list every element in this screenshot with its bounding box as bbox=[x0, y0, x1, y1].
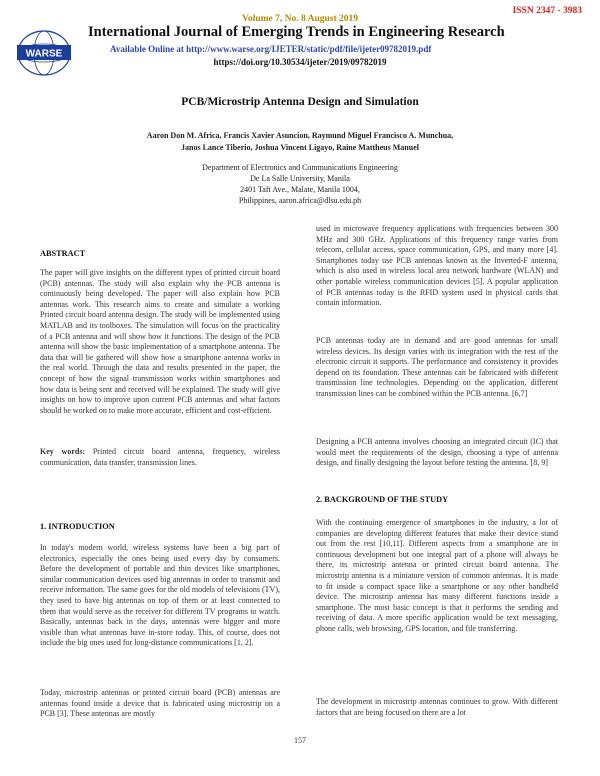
authors-line-2: Janos Lance Tiberio, Joshua Vincent Ligayo, Raine Mattheus Manuel bbox=[181, 143, 419, 152]
abstract-text: The paper will give insights on the different types of printed circuit board (PCB) antennas. The study will also explain why the PCB antenna is continuously being developed. The paper will also explain how PCB antennas work. This research aims to create and simulate a working Printed circuit board antenna design. The study will be implemented using MATLAB and its toolboxes. The simulation will focus on the practicality of a PCB antenna and will show how it functions. The design of the PCB antenna will show the basic implementation of a smartphone antenna. The data that will be gathered will show how a smartphone antenna works in the real world. Through the data and results presented in the paper, the concept of how the signal transmission works within smartphones and how data is being sent and received will be explained. The study will give insights on how to improve upon current PCB antennas and what factors should be worked on to make more accurate, efficient and cost-efficient. bbox=[40, 268, 280, 415]
authors-line-1: Aaron Don M. Africa, Francis Xavier Asuncion, Raymund Miguel Francisco A. Munchua, bbox=[146, 131, 454, 140]
right-paragraph-5: The development in microstrip antennas continues to grow. With different factors that are being focused on there are a lot bbox=[316, 697, 558, 717]
introduction-paragraph-2: Today, microstrip antennas or printed circuit board (PCB) antennas are antennas found inside a device that is fabricated using microstrip on a PCB [3]. These antennas are mostly bbox=[40, 688, 280, 719]
authors-block bbox=[80, 130, 520, 154]
paper-title: PCB/Microstrip Antenna Design and Simulation bbox=[181, 96, 419, 108]
right-paragraph-4: With the continuing emergence of smartphones in the industry, a lot of companies are developing different features that make their device stand out from the rest [10,11]. Different aspects from a smartphone are in continuous development but one integral part of a phone will always be there, its microstrip antenna or printed circuit board antenna. The microstrip antenna is a miniature version of common antennas. It is made to fit inside a compact space like a smartphone or any other handheld device. The microstrip antenna has many different functions inside a smartphone. The most basic concept is that it performs the sending and receiving of data. A more specific application would be text messaging, phone calls, web browsing, GPS location, and file transferring. bbox=[316, 518, 558, 633]
keywords bbox=[40, 447, 280, 468]
keywords-text: Printed circuit board antenna, frequency, wireless communication, data transfer, transmission lines. bbox=[40, 447, 280, 467]
affiliation-line-2: De La Salle University, Manila bbox=[250, 174, 350, 183]
affiliation-block bbox=[150, 162, 450, 206]
available-online-link[interactable]: Available Online at http://www.warse.org/IJETER/static/pdf/file/ijeter09782019.pdf bbox=[110, 44, 432, 54]
affiliation-line-1: Department of Electronics and Communications Engineering bbox=[202, 163, 398, 172]
keywords-label: Key words: bbox=[40, 447, 86, 456]
journal-title: International Journal of Emerging Trends in Engineering Research bbox=[88, 24, 505, 40]
abstract-heading: ABSTRACT bbox=[40, 249, 86, 258]
warse-logo bbox=[14, 26, 74, 80]
issn-label: ISSN 2347 - 3983 bbox=[512, 6, 582, 16]
right-paragraph-2: PCB antennas today are in demand and are good antennas for small wireless devices. Its design varies with its integration with the rest of the electronic circuit it supports. The performance and consistency it provides depend on its foundation. These antennas can be fabricated with different transmission line technologies. Depending on the application, different transmission lines can be combined within the PCB antenna. [6,7] bbox=[316, 336, 558, 398]
introduction-heading: 1. INTRODUCTION bbox=[40, 522, 115, 531]
right-paragraph-1: used in microwave frequency applications with frequencies between 300 MHz and 300 GHz. Applications of this frequency range varies from telecom, cellular access, space communication, GPS, and many more [4]. Smartphones today use PCB antennas known as the Inverted-F antenna, which is also used in wireless local area network hardware (WLAN) and other portable wireless communication devices [5]. A popular application of PCB antennas today is the RFID system used in physical cards that contain information. bbox=[316, 224, 558, 308]
doi-link[interactable]: https://doi.org/10.30534/ijeter/2019/09782019 bbox=[213, 57, 387, 67]
affiliation-line-4: Philippines, aaron.africa@dlsu.edu.ph bbox=[238, 196, 362, 205]
right-paragraph-3: Designing a PCB antenna involves choosing an integrated circuit (IC) that would meet the requirements of the design, choosing a type of antenna design, and finally designing the layout before testing the antenna. [8, 9] bbox=[316, 437, 558, 468]
background-heading: 2. BACKGROUND OF THE STUDY bbox=[316, 495, 449, 504]
volume-info: Volume 7, No. 8 August 2019 bbox=[241, 14, 359, 24]
introduction-paragraph-1: In today's modern world, wireless systems have been a big part of electronics, especially the ones being used every day by consumers. Before the development of portable and thin devices like smartphones, similar communication devices used big antennas in order to transmit and receive information. The same goes for the old models of televisions (TV), they used to have big antennas on top of them or at least connected to them that would serve as the receiver for different TV programs to watch. Basically, antennas back in the days, antennas were bigger and more visible than what antennas have in-store today. This, of course, does not include the big ones used for long-distance communications [1, 2]. bbox=[40, 543, 280, 648]
logo-text: WARSE bbox=[25, 48, 63, 60]
affiliation-line-3: 2401 Taft Ave., Malate, Manila 1004, bbox=[240, 185, 360, 194]
page-number: 157 bbox=[294, 736, 306, 745]
